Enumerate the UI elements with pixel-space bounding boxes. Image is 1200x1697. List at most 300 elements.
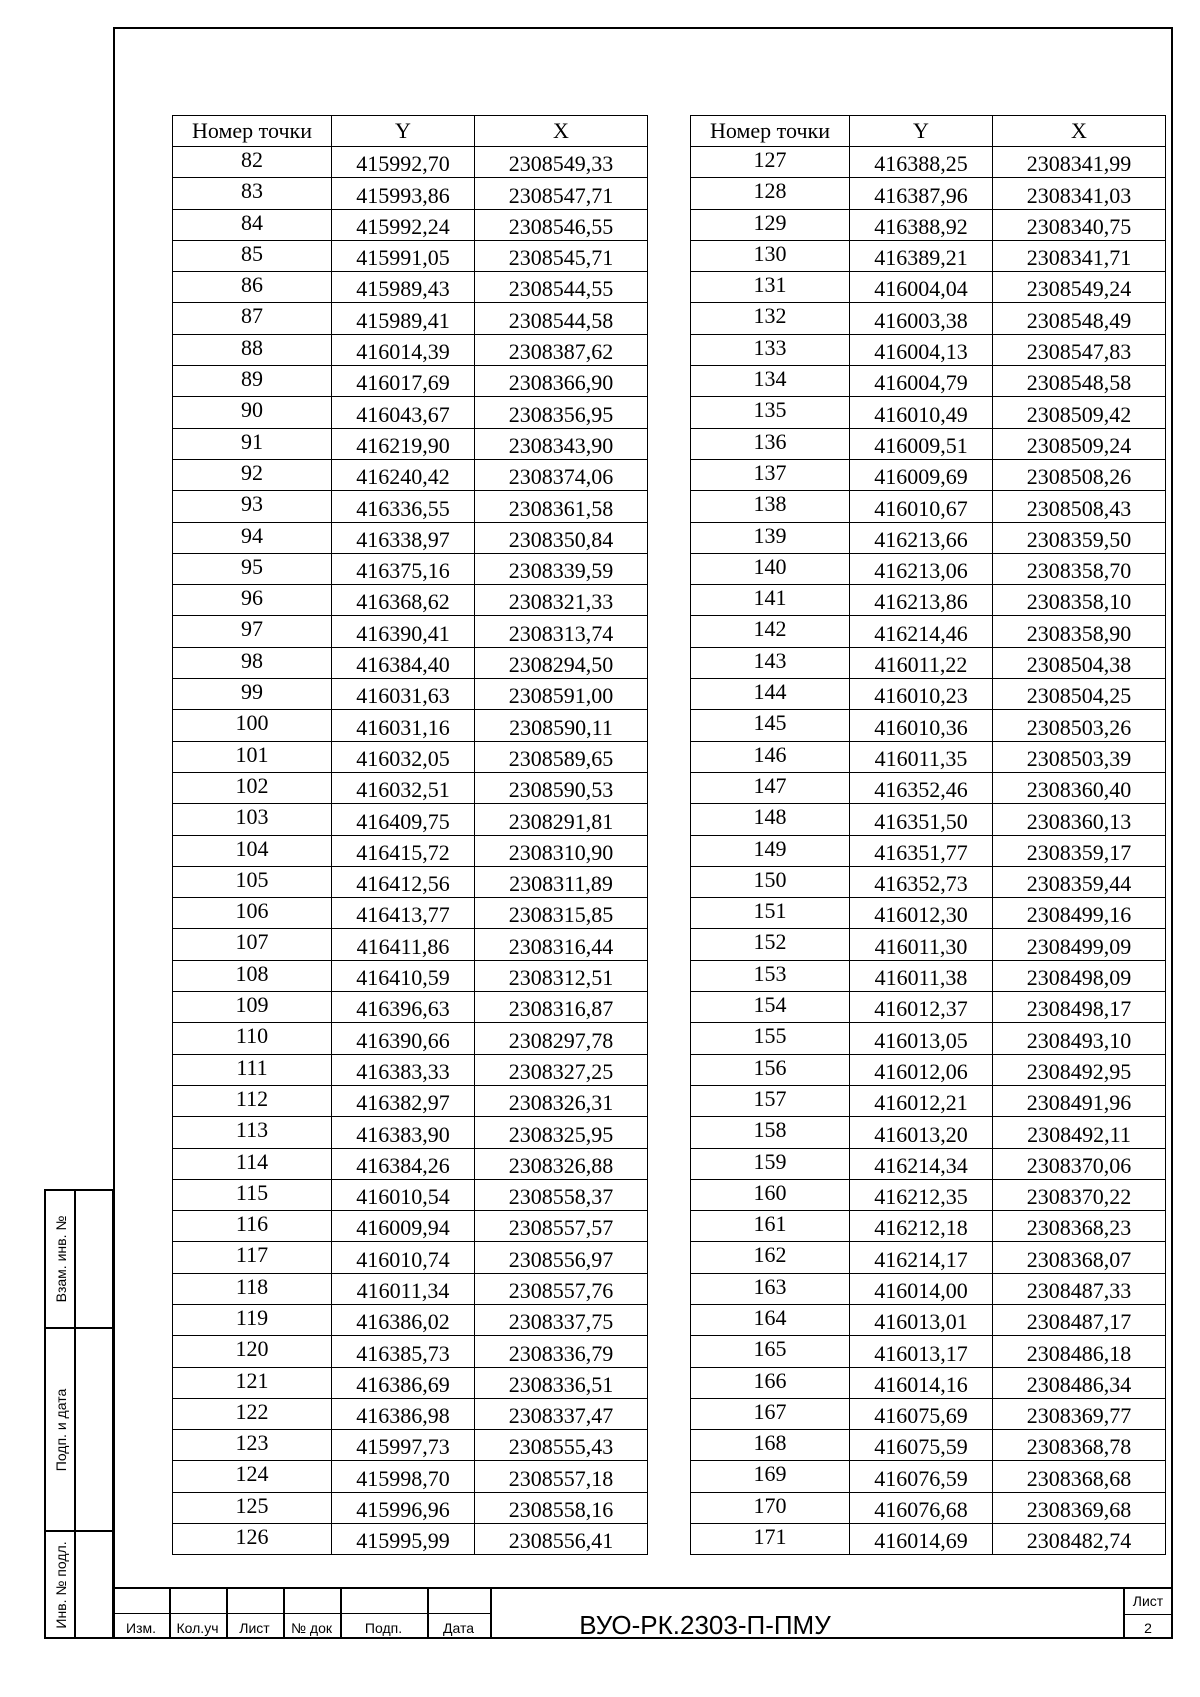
cell-y: 416032,51 (332, 772, 475, 803)
table-row (173, 240, 648, 271)
cell-point-number: 115 (173, 1179, 332, 1210)
cell-y: 416382,97 (332, 1085, 475, 1116)
cell-point-number: 125 (173, 1492, 332, 1523)
stamp-sheet-label: Лист (1132, 1593, 1164, 1609)
cell-y: 416010,36 (850, 710, 993, 741)
cell-point-number: 128 (691, 178, 850, 209)
cell-point-number: 158 (691, 1117, 850, 1148)
cell-y: 416390,41 (332, 616, 475, 647)
cell-x: 2308499,09 (993, 929, 1166, 960)
cell-point-number: 148 (691, 804, 850, 835)
cell-y: 416011,30 (850, 929, 993, 960)
cell-point-number: 153 (691, 960, 850, 991)
cell-y: 416009,94 (332, 1211, 475, 1242)
cell-point-number: 143 (691, 647, 850, 678)
table-row (173, 1085, 648, 1116)
cell-point-number: 129 (691, 209, 850, 240)
cell-point-number: 82 (173, 147, 332, 178)
cell-y: 416011,22 (850, 647, 993, 678)
cell-y: 416014,00 (850, 1273, 993, 1304)
table-row (173, 804, 648, 835)
table-row (691, 553, 1166, 584)
cell-point-number: 86 (173, 272, 332, 303)
table-row (691, 616, 1166, 647)
cell-point-number: 89 (173, 366, 332, 397)
stamp-label-izm: Изм. (126, 1620, 156, 1636)
cell-x: 2308556,97 (475, 1242, 648, 1273)
table-row (173, 647, 648, 678)
table-row (691, 334, 1166, 365)
cell-y: 416213,66 (850, 522, 993, 553)
cell-point-number: 156 (691, 1054, 850, 1085)
cell-point-number: 96 (173, 585, 332, 616)
coordinates-table-right (690, 115, 1166, 1555)
table-header-row (173, 116, 648, 147)
cell-x: 2308313,74 (475, 616, 648, 647)
table-row (173, 1054, 648, 1085)
cell-point-number: 120 (173, 1336, 332, 1367)
cell-point-number: 163 (691, 1273, 850, 1304)
cell-y: 416389,21 (850, 240, 993, 271)
cell-y: 416003,38 (850, 303, 993, 334)
cell-point-number: 101 (173, 741, 332, 772)
table-row (691, 1430, 1166, 1461)
table-row (173, 929, 648, 960)
table-row (173, 741, 648, 772)
cell-x: 2308311,89 (475, 866, 648, 897)
table-row (173, 1179, 648, 1210)
cell-x: 2308374,06 (475, 459, 648, 490)
cell-x: 2308326,88 (475, 1148, 648, 1179)
cell-x: 2308336,79 (475, 1336, 648, 1367)
cell-point-number: 97 (173, 616, 332, 647)
cell-x: 2308310,90 (475, 835, 648, 866)
cell-x: 2308343,90 (475, 428, 648, 459)
table-row (173, 835, 648, 866)
table-row (173, 178, 648, 209)
cell-y: 416012,21 (850, 1085, 993, 1116)
table-row (173, 585, 648, 616)
table-row (173, 1117, 648, 1148)
cell-y: 416240,42 (332, 459, 475, 490)
cell-x: 2308558,16 (475, 1492, 648, 1523)
table-row (691, 147, 1166, 178)
cell-y: 416213,86 (850, 585, 993, 616)
cell-point-number: 99 (173, 679, 332, 710)
cell-x: 2308337,75 (475, 1304, 648, 1335)
cell-x: 2308316,44 (475, 929, 648, 960)
cell-y: 416212,18 (850, 1211, 993, 1242)
cell-x: 2308498,17 (993, 992, 1166, 1023)
cell-y: 416010,49 (850, 397, 993, 428)
cell-x: 2308326,31 (475, 1085, 648, 1116)
cell-point-number: 98 (173, 647, 332, 678)
table-row (173, 1273, 648, 1304)
cell-y: 416214,34 (850, 1148, 993, 1179)
cell-point-number: 105 (173, 866, 332, 897)
table-row (173, 1211, 648, 1242)
side-box-podp (44, 1327, 114, 1532)
cell-point-number: 104 (173, 835, 332, 866)
cell-x: 2308557,18 (475, 1461, 648, 1492)
table-row (691, 772, 1166, 803)
table-row (691, 1242, 1166, 1273)
table-row (173, 272, 648, 303)
table-row (173, 1398, 648, 1429)
table-row (691, 1085, 1166, 1116)
cell-y: 416075,69 (850, 1398, 993, 1429)
cell-y: 416014,39 (332, 334, 475, 365)
cell-y: 416368,62 (332, 585, 475, 616)
cell-point-number: 166 (691, 1367, 850, 1398)
cell-x: 2308359,50 (993, 522, 1166, 553)
cell-x: 2308350,84 (475, 522, 648, 553)
cell-x: 2308548,49 (993, 303, 1166, 334)
table-row (691, 679, 1166, 710)
table-row (691, 835, 1166, 866)
table-row (691, 1117, 1166, 1148)
table-row (691, 1304, 1166, 1335)
cell-y: 416011,35 (850, 741, 993, 772)
cell-y: 416011,38 (850, 960, 993, 991)
table-row (691, 240, 1166, 271)
table-row (173, 522, 648, 553)
cell-x: 2308369,68 (993, 1492, 1166, 1523)
table-row (173, 1461, 648, 1492)
cell-point-number: 162 (691, 1242, 850, 1273)
table-row (173, 1367, 648, 1398)
cell-point-number: 132 (691, 303, 850, 334)
header-x: X (475, 116, 648, 147)
cell-x: 2308491,96 (993, 1085, 1166, 1116)
cell-y: 415989,43 (332, 272, 475, 303)
cell-x: 2308358,10 (993, 585, 1166, 616)
cell-y: 416213,06 (850, 553, 993, 584)
table-row (173, 710, 648, 741)
cell-point-number: 90 (173, 397, 332, 428)
cell-point-number: 124 (173, 1461, 332, 1492)
header-point-number: Номер точки (691, 116, 850, 147)
cell-y: 416409,75 (332, 804, 475, 835)
cell-x: 2308341,03 (993, 178, 1166, 209)
cell-x: 2308591,00 (475, 679, 648, 710)
cell-y: 416336,55 (332, 491, 475, 522)
cell-x: 2308556,41 (475, 1524, 648, 1555)
cell-x: 2308369,77 (993, 1398, 1166, 1429)
cell-point-number: 149 (691, 835, 850, 866)
cell-y: 416214,46 (850, 616, 993, 647)
cell-point-number: 137 (691, 459, 850, 490)
table-row (691, 1524, 1166, 1555)
table-row (173, 491, 648, 522)
table-row (691, 960, 1166, 991)
cell-point-number: 157 (691, 1085, 850, 1116)
side-label-vzam: Взам. инв. № (53, 1215, 69, 1303)
stamp-label-data: Дата (442, 1620, 474, 1636)
side-label-podp: Подп. и дата (53, 1388, 69, 1471)
cell-y: 416384,26 (332, 1148, 475, 1179)
table-row (173, 772, 648, 803)
cell-x: 2308492,95 (993, 1054, 1166, 1085)
table-row (691, 522, 1166, 553)
table-row (691, 866, 1166, 897)
cell-x: 2308504,38 (993, 647, 1166, 678)
cell-point-number: 167 (691, 1398, 850, 1429)
cell-point-number: 160 (691, 1179, 850, 1210)
cell-point-number: 142 (691, 616, 850, 647)
cell-point-number: 170 (691, 1492, 850, 1523)
table-row (173, 209, 648, 240)
cell-x: 2308337,47 (475, 1398, 648, 1429)
header-y: Y (850, 116, 993, 147)
cell-y: 416214,17 (850, 1242, 993, 1273)
table-row (691, 710, 1166, 741)
cell-point-number: 154 (691, 992, 850, 1023)
cell-point-number: 118 (173, 1273, 332, 1304)
cell-y: 416013,17 (850, 1336, 993, 1367)
header-y: Y (332, 116, 475, 147)
table-row (173, 898, 648, 929)
cell-x: 2308509,24 (993, 428, 1166, 459)
cell-x: 2308368,07 (993, 1242, 1166, 1273)
cell-point-number: 127 (691, 147, 850, 178)
cell-y: 416004,79 (850, 366, 993, 397)
cell-x: 2308548,58 (993, 366, 1166, 397)
table-row (691, 366, 1166, 397)
cell-y: 416396,63 (332, 992, 475, 1023)
cell-y: 416012,37 (850, 992, 993, 1023)
cell-point-number: 155 (691, 1023, 850, 1054)
cell-y: 416411,86 (332, 929, 475, 960)
cell-y: 416031,16 (332, 710, 475, 741)
cell-x: 2308493,10 (993, 1023, 1166, 1054)
cell-x: 2308297,78 (475, 1023, 648, 1054)
cell-y: 416010,54 (332, 1179, 475, 1210)
cell-point-number: 135 (691, 397, 850, 428)
cell-point-number: 122 (173, 1398, 332, 1429)
cell-y: 416413,77 (332, 898, 475, 929)
cell-y: 416385,73 (332, 1336, 475, 1367)
cell-y: 416004,04 (850, 272, 993, 303)
stamp-sheet-number: 2 (1144, 1620, 1152, 1636)
cell-y: 416010,23 (850, 679, 993, 710)
cell-y: 416009,51 (850, 428, 993, 459)
cell-y: 416338,97 (332, 522, 475, 553)
cell-x: 2308358,90 (993, 616, 1166, 647)
cell-point-number: 109 (173, 992, 332, 1023)
cell-y: 415989,41 (332, 303, 475, 334)
cell-x: 2308370,06 (993, 1148, 1166, 1179)
cell-x: 2308499,16 (993, 898, 1166, 929)
table-row (691, 178, 1166, 209)
cell-x: 2308366,90 (475, 366, 648, 397)
table-row (173, 1492, 648, 1523)
cell-point-number: 134 (691, 366, 850, 397)
cell-y: 416010,67 (850, 491, 993, 522)
cell-point-number: 159 (691, 1148, 850, 1179)
table-row (691, 1398, 1166, 1429)
cell-point-number: 126 (173, 1524, 332, 1555)
table-row (691, 209, 1166, 240)
table-row (173, 679, 648, 710)
cell-x: 2308508,43 (993, 491, 1166, 522)
cell-y: 416212,35 (850, 1179, 993, 1210)
table-row (173, 1242, 648, 1273)
cell-x: 2308360,13 (993, 804, 1166, 835)
cell-y: 416387,96 (850, 178, 993, 209)
cell-x: 2308547,71 (475, 178, 648, 209)
cell-y: 415995,99 (332, 1524, 475, 1555)
stamp-label-kol-uch: Кол.уч (176, 1620, 219, 1636)
cell-point-number: 138 (691, 491, 850, 522)
cell-y: 416352,73 (850, 866, 993, 897)
cell-point-number: 95 (173, 553, 332, 584)
cell-y: 416014,16 (850, 1367, 993, 1398)
cell-x: 2308368,78 (993, 1430, 1166, 1461)
cell-x: 2308359,44 (993, 866, 1166, 897)
cell-x: 2308589,65 (475, 741, 648, 772)
cell-x: 2308555,43 (475, 1430, 648, 1461)
cell-x: 2308486,34 (993, 1367, 1166, 1398)
cell-y: 416383,90 (332, 1117, 475, 1148)
cell-x: 2308359,17 (993, 835, 1166, 866)
cell-x: 2308558,37 (475, 1179, 648, 1210)
cell-y: 416410,59 (332, 960, 475, 991)
table-row (173, 334, 648, 365)
table-row (173, 1304, 648, 1335)
cell-y: 416011,34 (332, 1273, 475, 1304)
cell-x: 2308590,53 (475, 772, 648, 803)
table-row (691, 898, 1166, 929)
cell-point-number: 110 (173, 1023, 332, 1054)
cell-point-number: 91 (173, 428, 332, 459)
cell-y: 416351,50 (850, 804, 993, 835)
cell-y: 416075,59 (850, 1430, 993, 1461)
table-row (173, 459, 648, 490)
header-x: X (993, 116, 1166, 147)
cell-point-number: 140 (691, 553, 850, 584)
cell-y: 415993,86 (332, 178, 475, 209)
cell-x: 2308294,50 (475, 647, 648, 678)
cell-y: 416031,63 (332, 679, 475, 710)
cell-x: 2308549,24 (993, 272, 1166, 303)
cell-x: 2308316,87 (475, 992, 648, 1023)
cell-y: 416017,69 (332, 366, 475, 397)
cell-x: 2308544,58 (475, 303, 648, 334)
table-row (691, 303, 1166, 334)
table-row (691, 459, 1166, 490)
cell-x: 2308341,71 (993, 240, 1166, 271)
table-header-row (691, 116, 1166, 147)
cell-x: 2308368,23 (993, 1211, 1166, 1242)
cell-point-number: 123 (173, 1430, 332, 1461)
cell-point-number: 113 (173, 1117, 332, 1148)
cell-point-number: 133 (691, 334, 850, 365)
cell-y: 416004,13 (850, 334, 993, 365)
table-row (691, 804, 1166, 835)
cell-point-number: 116 (173, 1211, 332, 1242)
cell-point-number: 130 (691, 240, 850, 271)
table-row (691, 929, 1166, 960)
coordinates-table-left (172, 115, 648, 1555)
cell-point-number: 93 (173, 491, 332, 522)
table-row (173, 1430, 648, 1461)
cell-point-number: 145 (691, 710, 850, 741)
cell-x: 2308557,76 (475, 1273, 648, 1304)
cell-y: 415992,24 (332, 209, 475, 240)
table-row (691, 1367, 1166, 1398)
cell-x: 2308557,57 (475, 1211, 648, 1242)
cell-y: 416076,68 (850, 1492, 993, 1523)
table-row (173, 303, 648, 334)
cell-x: 2308368,68 (993, 1461, 1166, 1492)
cell-x: 2308312,51 (475, 960, 648, 991)
cell-x: 2308370,22 (993, 1179, 1166, 1210)
table-row (173, 1023, 648, 1054)
cell-y: 415998,70 (332, 1461, 475, 1492)
side-box-inv (44, 1530, 114, 1639)
table-row (691, 741, 1166, 772)
table-row (691, 397, 1166, 428)
cell-x: 2308361,58 (475, 491, 648, 522)
cell-y: 416219,90 (332, 428, 475, 459)
table-row (173, 992, 648, 1023)
cell-point-number: 168 (691, 1430, 850, 1461)
cell-y: 416375,16 (332, 553, 475, 584)
cell-point-number: 102 (173, 772, 332, 803)
cell-x: 2308387,62 (475, 334, 648, 365)
table-row (691, 428, 1166, 459)
table-row (173, 366, 648, 397)
cell-point-number: 165 (691, 1336, 850, 1367)
cell-y: 416076,59 (850, 1461, 993, 1492)
cell-y: 416032,05 (332, 741, 475, 772)
cell-point-number: 88 (173, 334, 332, 365)
side-box-vzam (44, 1189, 114, 1329)
cell-point-number: 85 (173, 240, 332, 271)
cell-y: 416043,67 (332, 397, 475, 428)
cell-y: 415991,05 (332, 240, 475, 271)
cell-point-number: 100 (173, 710, 332, 741)
cell-x: 2308291,81 (475, 804, 648, 835)
table-row (691, 1273, 1166, 1304)
table-row (173, 147, 648, 178)
table-row (691, 1461, 1166, 1492)
table-row (691, 1211, 1166, 1242)
table-row (173, 1148, 648, 1179)
cell-point-number: 144 (691, 679, 850, 710)
document-code: ВУО-РК.2303-П-ПМУ (579, 1610, 831, 1640)
cell-x: 2308590,11 (475, 710, 648, 741)
cell-x: 2308360,40 (993, 772, 1166, 803)
cell-point-number: 169 (691, 1461, 850, 1492)
cell-y: 416013,01 (850, 1304, 993, 1335)
cell-y: 416013,05 (850, 1023, 993, 1054)
table-row (173, 960, 648, 991)
cell-point-number: 92 (173, 459, 332, 490)
cell-y: 416014,69 (850, 1524, 993, 1555)
cell-point-number: 94 (173, 522, 332, 553)
cell-x: 2308547,83 (993, 334, 1166, 365)
table-row (173, 553, 648, 584)
cell-x: 2308339,59 (475, 553, 648, 584)
table-row (173, 1336, 648, 1367)
cell-x: 2308356,95 (475, 397, 648, 428)
cell-x: 2308486,18 (993, 1336, 1166, 1367)
cell-point-number: 87 (173, 303, 332, 334)
cell-x: 2308492,11 (993, 1117, 1166, 1148)
cell-y: 416388,25 (850, 147, 993, 178)
